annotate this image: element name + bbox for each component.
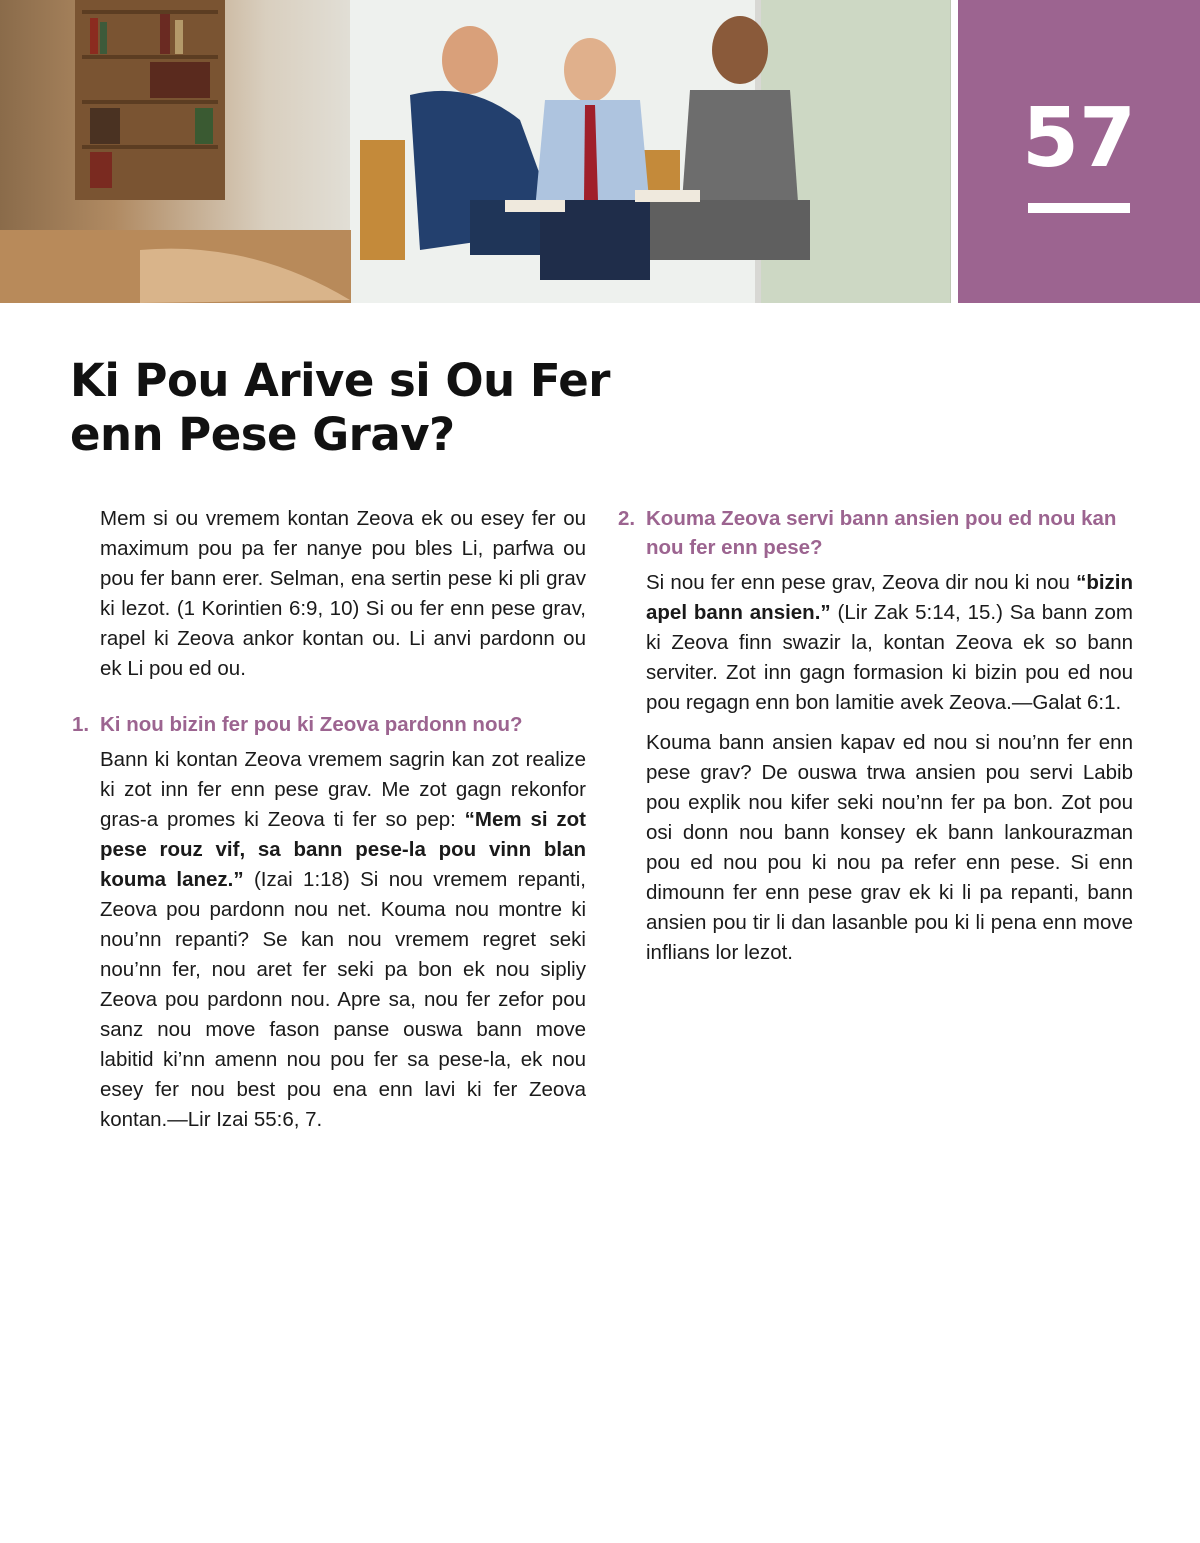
answer-1-text-a: Bann ki kontan Zeova vremem sagrin kan zot realize ki zot inn fer enn pese grav. Me zot gagn rekonfor gras-a promes ki Zeova ti fer so pep: [100, 748, 586, 831]
page-title: Ki Pou Arive si Ou Fer enn Pese Grav? [70, 354, 610, 461]
right-column [618, 504, 1133, 978]
question-1-heading [72, 710, 586, 739]
left-column [72, 504, 586, 1145]
question-2-text: Kouma Zeova servi bann ansien pou ed nou kan nou fer enn pese? [646, 507, 1117, 559]
meeting-illustration [0, 0, 951, 303]
lesson-number-underline [1028, 203, 1130, 213]
question-2-number: 2. [618, 507, 636, 530]
answer-1-text-b: (Izai 1:18) Si nou vremem repanti, Zeova pou pardonn nou net. Kouma nou montre ki nou’nn repanti? Se kan nou vremem regret seki nou’nn fer, nou aret fer seki pa bon ek nou sipliy Zeova pou pardonn nou. Apre sa, nou fer zefor pou sanz nou move fason panse ouswa bann move labitid ki’nn amenn nou pou fer sa pese-la, ek nou esey fer nou best pou ena enn lavi ki fer Zeova kontan.—Lir Izai 55:6, 7. [100, 868, 586, 1131]
answer-2-text-b: (Lir Zak 5:14, 15.) Sa bann zom ki Zeova finn swazir la, kontan Zeova ek so bann serviter. Zot inn gagn formasion ki bizin pou ed nou pou regagn enn bon lamitie avek Zeova.—Galat 6:1. [646, 601, 1133, 714]
intro-paragraph: Mem si ou vremem kontan Zeova ek ou esey fer ou maximum pou pa fer nanye pou bles Li, parfwa ou pou fer bann erer. Selman, ena sertin pese ki pli grav ki lezot. (1 Korintien 6:9, 10) Si ou fer enn pese grav, rapel ki Zeova ankor kontan ou. Li anvi pardonn ou ek Li pou ed ou. [100, 507, 586, 680]
header-photo [0, 0, 951, 303]
question-2-heading [618, 504, 1133, 562]
lesson-number: 57 [1021, 91, 1137, 186]
answer-1-quote: “Mem si zot pese rouz vif, sa bann pese-la pou vinn blan kouma lanez.” [100, 808, 586, 891]
question-1-number: 1. [72, 713, 90, 736]
answer-2-text-a: Si nou fer enn pese grav, Zeova dir nou ki nou [646, 571, 1077, 594]
question-1-text: Ki nou bizin fer pou ki Zeova pardonn nou? [100, 713, 523, 736]
lesson-number-badge [958, 0, 1200, 303]
answer-2-followup-paragraph: Kouma bann ansien kapav ed nou si nou’nn fer enn pese grav? De ouswa trwa ansien pou servi Labib pou explik nou kifer seki nou’nn fer pa bon. Zot pou osi donn nou bann konsey ek bann lankourazman pou ed nou pou ki nou pa refer enn pese. Si enn dimounn fer enn pese grav ek ki li pa repanti, bann ansien pou tir li dan lasanble pou ki li pena enn move inflians lor lezot. [646, 731, 1133, 964]
answer-1-paragraph [100, 745, 586, 1135]
answer-2-quote: “bizin apel bann ansien.” [646, 571, 1133, 624]
answer-2-paragraph [646, 568, 1133, 718]
